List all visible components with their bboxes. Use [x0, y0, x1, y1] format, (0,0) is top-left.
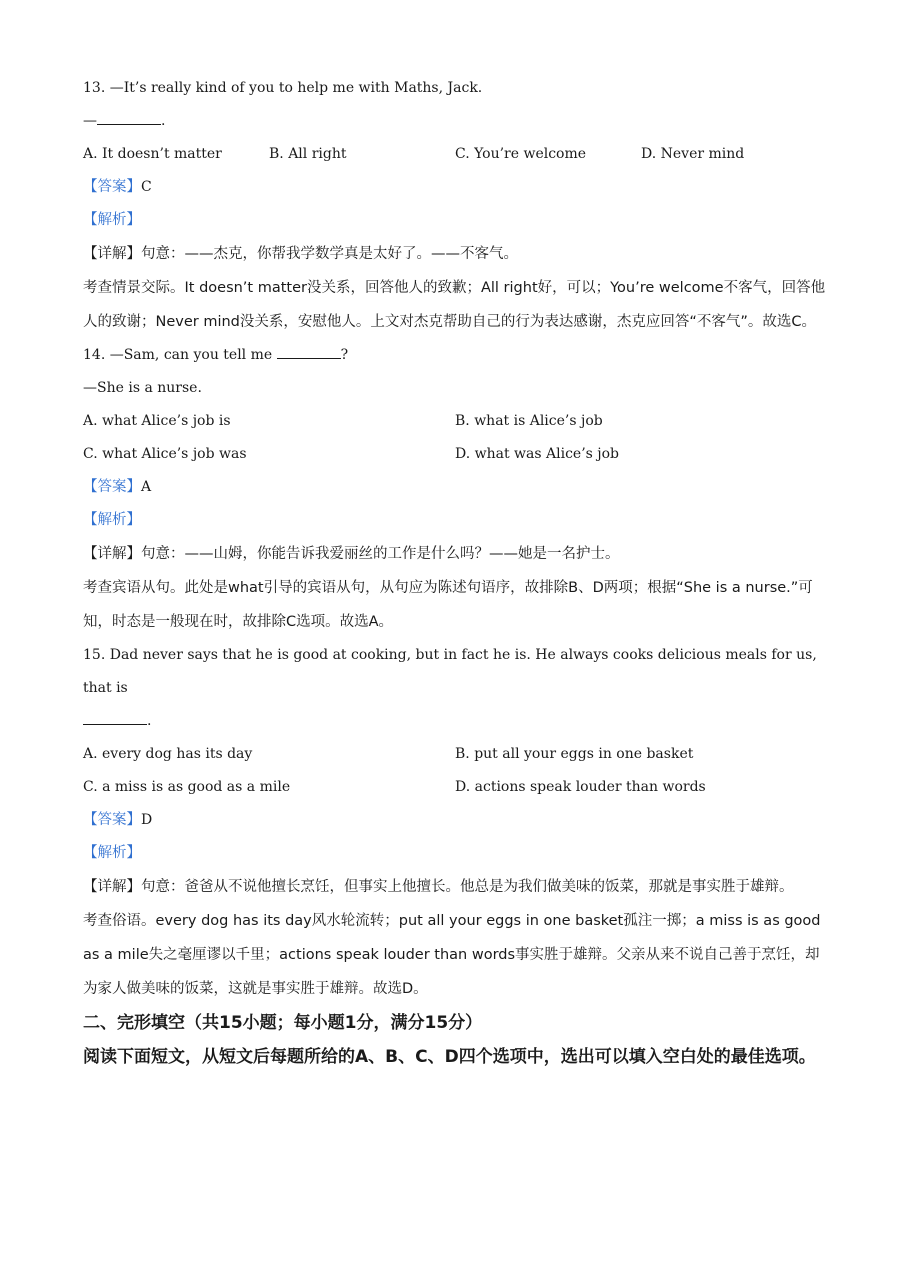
q14-stem-before: 14. —Sam, can you tell me [83, 347, 277, 363]
q13-detail: 【详解】句意：——杰克，你帮我学数学真是太好了。——不客气。 [83, 246, 518, 262]
q15-blank-line [83, 705, 828, 738]
q14-blank [277, 344, 341, 359]
q13-options [83, 138, 828, 171]
q15-detail: 【详解】句意：爸爸从不说他擅长烹饪，但事实上他擅长。他总是为我们做美味的饭菜，那就是事实胜于雄辩。 [83, 879, 794, 895]
q13-answer-letter: C [141, 179, 152, 195]
q14-stem [83, 339, 828, 372]
q13-analysis-label: 【解析】 [83, 212, 141, 228]
q14-option-b: B. what is Alice’s job [455, 413, 603, 429]
q14-options-row2 [83, 438, 828, 471]
q15-option-a: A. every dog has its day [83, 746, 253, 762]
q15-blank [83, 710, 147, 725]
q13-reply [83, 105, 828, 138]
q14-answer-label: 【答案】 [83, 479, 141, 495]
q13-reply-dash: — [83, 113, 97, 129]
q15-options-row2 [83, 771, 828, 804]
q15-answer-letter: D [141, 812, 153, 828]
q14-options-row1 [83, 405, 828, 438]
q14-analysis-label: 【解析】 [83, 512, 141, 528]
q14-answer [83, 471, 828, 504]
q15-option-d: D. actions speak louder than words [455, 779, 706, 795]
q15-options-row1 [83, 738, 828, 771]
q14-reply: —She is a nurse. [83, 380, 202, 396]
q13-stem: 13. —It’s really kind of you to help me with Maths, Jack. [83, 80, 483, 96]
q14-detail: 【详解】句意：——山姆，你能告诉我爱丽丝的工作是什么吗？——她是一名护士。 [83, 546, 620, 562]
q15-answer [83, 804, 828, 837]
document-page [83, 72, 828, 1074]
q14-explanation: 考查宾语从句。此处是what引导的宾语从句，从句应为陈述句语序，故排除B、D两项；根据“She is a nurse.”可知，时态是一般现在时，故排除C选项。故选A。 [83, 580, 813, 630]
q13-option-a: A. It doesn’t matter [83, 146, 222, 162]
q15-option-b: B. put all your eggs in one basket [455, 746, 694, 762]
q15-analysis-label: 【解析】 [83, 845, 141, 861]
q15-stem: 15. Dad never says that he is good at cooking, but in fact he is. He always cooks delicious meals for us, that is [83, 647, 817, 696]
q13-option-d: D. Never mind [641, 146, 745, 162]
q14-option-a: A. what Alice’s job is [83, 413, 231, 429]
q13-blank [97, 110, 161, 125]
q14-option-c: C. what Alice’s job was [83, 446, 247, 462]
q14-answer-letter: A [141, 479, 152, 495]
q15-blank-period: . [147, 713, 152, 729]
q13-reply-period: . [161, 113, 166, 129]
q15-answer-label: 【答案】 [83, 812, 141, 828]
q15-option-c: C. a miss is as good as a mile [83, 779, 291, 795]
q13-option-b: B. All right [269, 146, 347, 162]
q15-explanation: 考查俗语。every dog has its day风水轮流转；put all your eggs in one basket孤注一掷；a miss is as good as a mile失之毫厘谬以千里；actions speak louder than words事实胜于雄辩。父亲从来不说自己善于烹饪，却为家人做美味的饭菜，这就是事实胜于雄辩。故选D。 [83, 913, 821, 997]
section-2-title: 二、完形填空（共15小题；每小题1分，满分15分） [83, 1013, 483, 1033]
q14-stem-after: ? [340, 347, 349, 363]
q13-option-c: C. You’re welcome [455, 146, 587, 162]
q13-answer-label: 【答案】 [83, 179, 141, 195]
section-2-instruction: 阅读下面短文，从短文后每题所给的A、B、C、D四个选项中，选出可以填入空白处的最佳选项。 [83, 1047, 816, 1067]
q14-option-d: D. what was Alice’s job [455, 446, 620, 462]
q13-explanation: 考查情景交际。It doesn’t matter没关系，回答他人的致歉；All right好，可以；You’re welcome不客气，回答他人的致谢；Never mind没关系，安慰他人。上文对杰克帮助自己的行为表达感谢，杰克应回答“不客气”。故选C。 [83, 280, 826, 330]
q13-answer [83, 171, 828, 204]
